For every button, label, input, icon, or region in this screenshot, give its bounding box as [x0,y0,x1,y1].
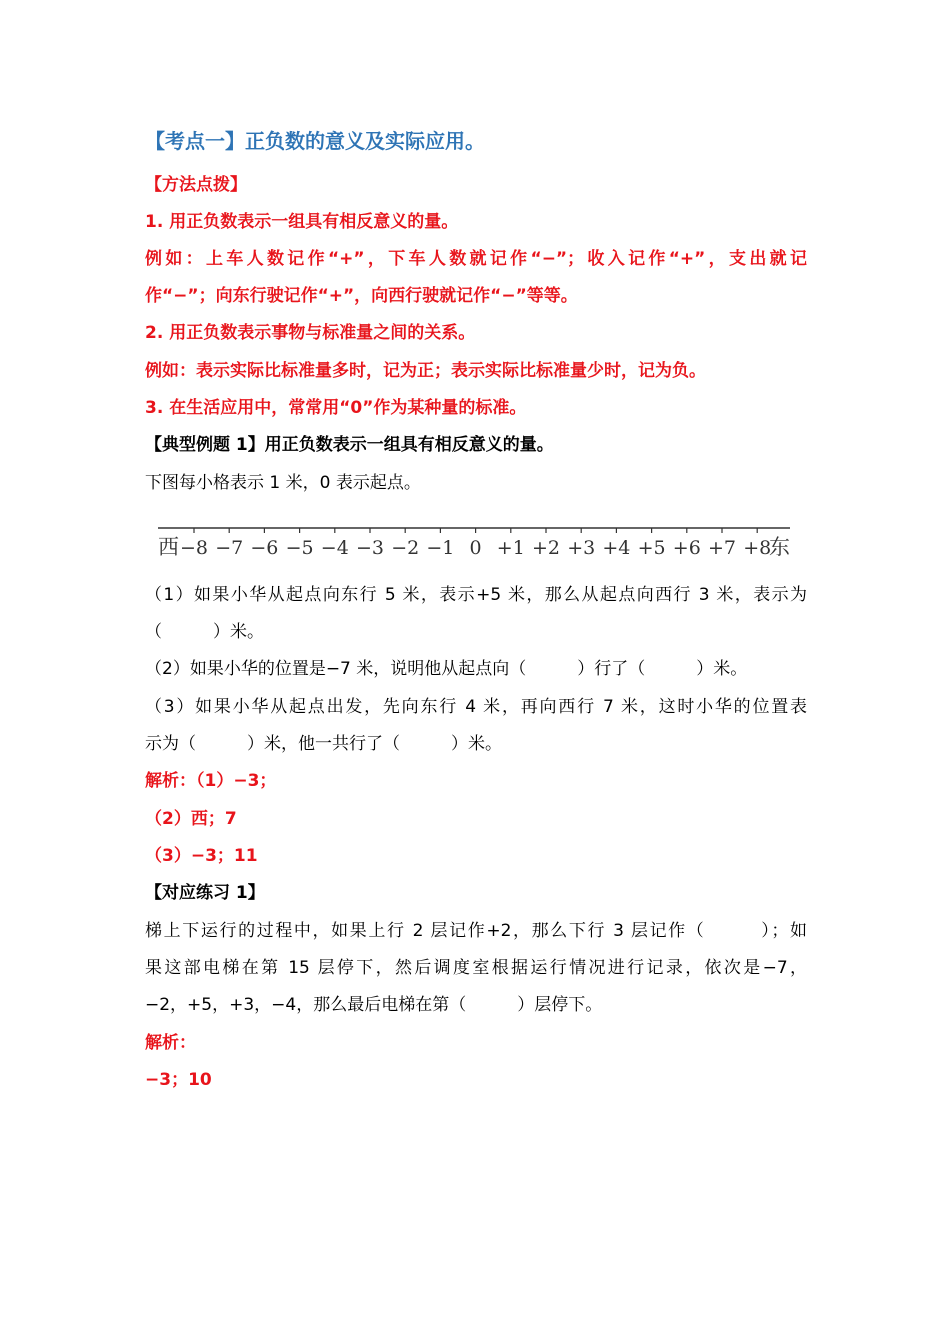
practice-1-line-3: −2，+5，+3，−4，那么最后电梯在第（ ）层停下。 [145,995,603,1015]
example-1-title: 【典型例题 1】用正负数表示一组具有相反意义的量。 [145,435,554,455]
tick-label: −7 [215,537,244,559]
method-point-3: 3. 在生活应用中，常常用“0”作为某种量的标准。 [145,398,527,418]
method-title: 【方法点拨】 [145,175,247,195]
tick-label: +7 [707,537,737,559]
method-example-1-line-2: 作“−”；向东行驶记作“+”，向西行驶就记作“−”等等。 [145,286,578,306]
number-line-svg [158,524,790,560]
answer-3: （3）−3；11 [145,846,258,866]
answer-2: （2）西；7 [145,809,237,829]
number-line [158,524,790,560]
tick-label: −3 [355,537,385,559]
practice-1-title: 【对应练习 1】 [145,883,265,903]
section-heading: 【考点一】正负数的意义及实际应用。 [145,129,485,153]
tick-label: −2 [391,537,420,559]
tick-label: −1 [426,537,455,559]
question-1-line-1: （1）如果小华从起点向东行 5 米，表示+5 米，那么从起点向西行 3 米，表示为 [145,585,807,605]
question-3-line-2: 示为（ ）米，他一共行了（ ）米。 [145,734,502,754]
west-label: 西 [158,535,179,559]
tick-label: −8 [179,537,209,559]
question-3-line-1: （3）如果小华从起点出发，先向东行 4 米，再向西行 7 米，这时小华的位置表 [145,697,807,717]
practice-1-line-2: 果这部电梯在第 15 层停下，然后调度室根据运行情况进行记录，依次是−7， [145,958,807,978]
practice-answer: −3；10 [145,1070,212,1090]
example-1-intro: 下图每小格表示 1 米，0 表示起点。 [145,473,421,493]
question-1-line-2: （ ）米。 [145,622,264,642]
tick-label: +5 [637,537,666,559]
tick-label: 0 [469,537,482,559]
practice-answer-label: 解析： [145,1033,196,1053]
tick-label: +8 [743,537,772,559]
tick-label: −4 [320,537,349,559]
practice-1-line-1: 梯上下运行的过程中，如果上行 2 层记作+2，那么下行 3 层记作（ ）；如 [145,921,807,941]
tick-label: −6 [250,537,279,559]
tick-label: +3 [567,537,596,559]
method-example-1-line-1: 例如：上车人数记作“+”，下车人数就记作“−”；收入记作“+”，支出就记 [145,249,807,269]
tick-label: +6 [672,537,701,559]
answer-label-1: 解析：（1）−3； [145,771,277,791]
tick-label: +1 [496,537,525,559]
tick-label: +4 [602,537,631,559]
question-2: （2）如果小华的位置是−7 米，说明他从起点向（ ）行了（ ）米。 [145,659,748,679]
east-label: 东 [769,535,790,559]
tick-label: +2 [531,537,561,559]
method-point-1: 1. 用正负数表示一组具有相反意义的量。 [145,212,459,232]
method-example-2: 例如：表示实际比标准量多时，记为正；表示实际比标准量少时，记为负。 [145,361,706,381]
method-point-2: 2. 用正负数表示事物与标准量之间的关系。 [145,323,476,343]
tick-label: −5 [285,537,314,559]
